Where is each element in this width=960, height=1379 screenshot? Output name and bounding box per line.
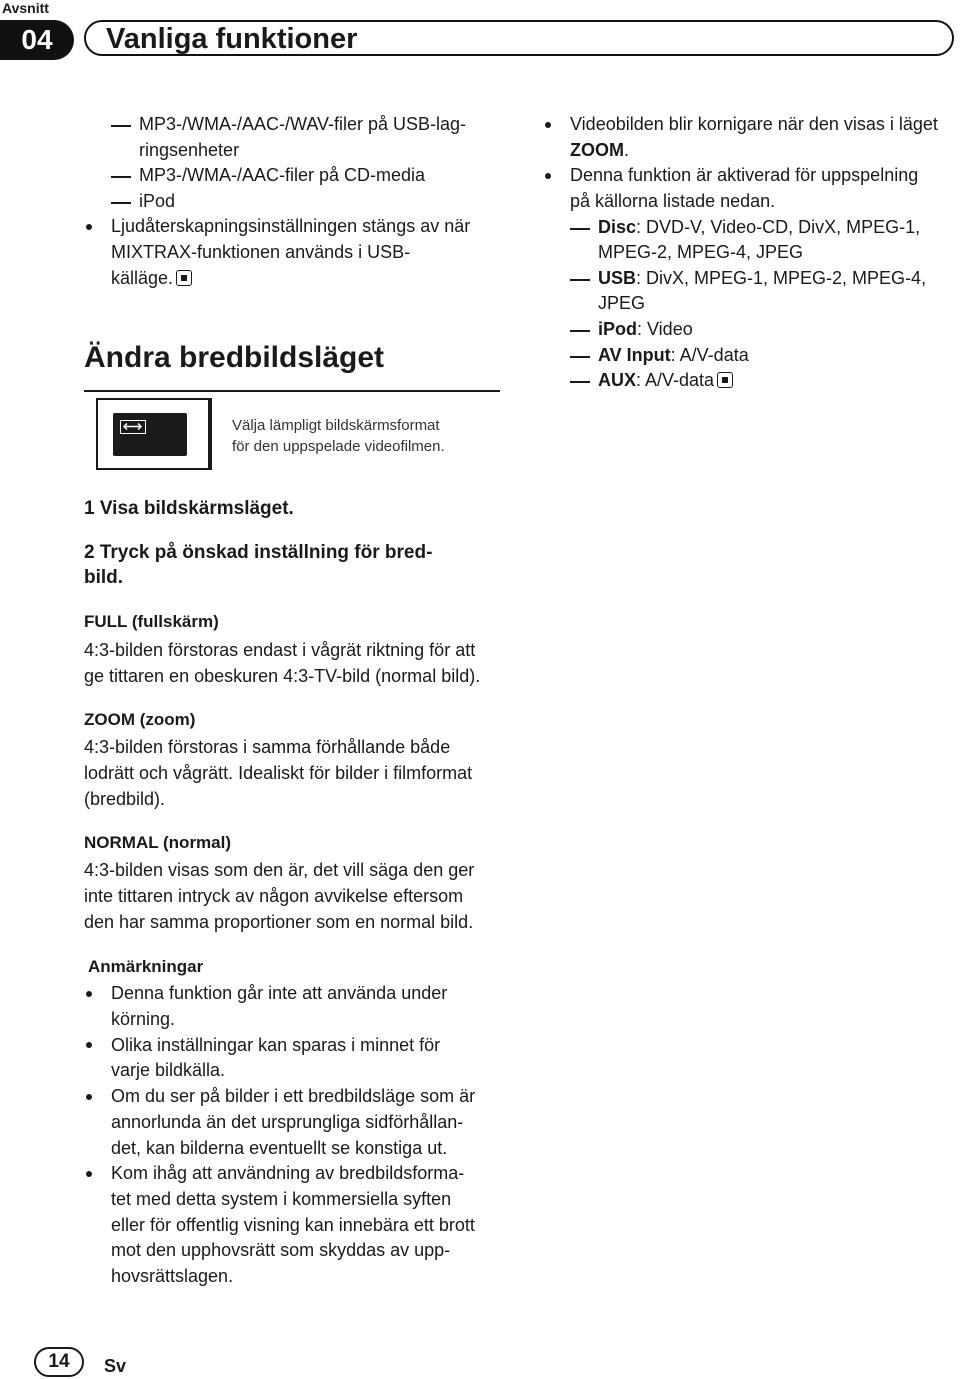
source-aux (598, 368, 733, 394)
note-text: Kom ihåg att användning av bredbildsforma- (111, 1163, 465, 1183)
mode-full-title: FULL (fullskärm) (84, 612, 219, 631)
dash-marker (111, 176, 131, 178)
dash-marker (570, 330, 590, 332)
end-mark-icon (176, 270, 192, 286)
bullet (545, 122, 551, 128)
note-text: Om du ser på bilder i ett bredbildsläge som är (111, 1086, 476, 1106)
mode-zoom-text: (bredbild). (84, 789, 166, 809)
list-item: iPod (139, 191, 176, 211)
icon-caption (232, 415, 445, 457)
source-value: : DVD-V, Video-CD, DivX, MPEG-1, (636, 217, 921, 237)
step-2-cont: bild. (84, 567, 124, 588)
right-text: på källorna listade nedan. (570, 191, 776, 211)
language-code: Sv (104, 1356, 127, 1376)
note-text: det, kan bilderna eventuellt se konstiga ut. (111, 1138, 448, 1158)
zoom-label: ZOOM (570, 140, 624, 160)
mode-full-text: 4:3-bilden förstoras endast i vågrät riktning för att (84, 640, 476, 660)
source-value: : DivX, MPEG-1, MPEG-2, MPEG-4, (636, 268, 927, 288)
aspect-arrow-icon (120, 420, 146, 434)
note-text: tet med detta system i kommersiella syften (111, 1189, 452, 1209)
page-title: Vanliga funktioner (106, 23, 358, 55)
note-text: hovsrättslagen. (111, 1266, 234, 1286)
mode-zoom-text: lodrätt och vågrätt. Idealiskt för bilder i filmformat (84, 763, 473, 783)
note-text: Olika inställningar kan sparas i minnet för (111, 1035, 441, 1055)
end-mark-icon (717, 372, 733, 388)
bullet (86, 224, 92, 230)
section-label: Avsnitt (2, 0, 49, 16)
mode-normal-text: den har samma proportioner som en normal bild. (84, 912, 474, 932)
source-label: Disc (598, 217, 637, 237)
dash-marker (570, 279, 590, 281)
mode-normal-text: inte tittaren intryck av någon avvikelse eftersom (84, 886, 464, 906)
source-value: : A/V-data (636, 370, 715, 390)
mode-full-text: ge tittaren en obeskuren 4:3-TV-bild (normal bild). (84, 666, 481, 686)
dash-marker (111, 125, 131, 127)
list-item: MP3-/WMA-/AAC-/WAV-filer på USB-lag- (139, 114, 467, 134)
bullet (86, 1042, 92, 1048)
source-label: USB (598, 268, 637, 288)
bullet (545, 173, 551, 179)
note-text: eller för offentlig visning kan innebära ett brott (111, 1215, 475, 1235)
note-text: annorlunda än det ursprungliga sidförhållan- (111, 1112, 464, 1132)
mode-normal-text: 4:3-bilden visas som den är, det vill säga den ger (84, 860, 475, 880)
bullet (86, 1171, 92, 1177)
mode-normal-title: NORMAL (normal) (84, 833, 232, 852)
list-item-text: källäge. (111, 268, 174, 288)
icon-divider (210, 398, 212, 470)
dash-marker (111, 202, 131, 204)
right-text (570, 138, 629, 164)
right-text: Videobilden blir kornigare när den visas i läget (570, 114, 938, 134)
note-text: mot den upphovsrätt som skyddas av upp- (111, 1240, 451, 1260)
note-text: varje bildkälla. (111, 1060, 226, 1080)
heading-rule (84, 390, 500, 392)
note-text: körning. (111, 1009, 176, 1029)
source-value: : Video (637, 319, 693, 339)
source-usb-cont: JPEG (598, 293, 646, 313)
note-text: Denna funktion går inte att använda under (111, 983, 448, 1003)
source-usb (598, 266, 926, 292)
step-1: 1 Visa bildskärmsläget. (84, 498, 294, 519)
dash-marker (570, 228, 590, 230)
source-value: : A/V-data (670, 345, 749, 365)
source-ipod (598, 317, 693, 343)
bullet (86, 991, 92, 997)
list-item: MIXTRAX-funktionen används i USB- (111, 242, 411, 262)
source-disc-cont: MPEG-2, MPEG-4, JPEG (598, 242, 804, 262)
zoom-label-rest: . (624, 140, 630, 160)
source-label: AV Input (598, 345, 671, 365)
list-item: ringsenheter (139, 140, 240, 160)
caption-line: för den uppspelade videofilmen. (232, 438, 445, 455)
source-av-input (598, 343, 749, 369)
source-label: AUX (598, 370, 637, 390)
right-text: Denna funktion är aktiverad för uppspelning (570, 165, 919, 185)
step-2: 2 Tryck på önskad inställning för bred- (84, 542, 433, 563)
list-item (111, 266, 192, 292)
list-item: Ljudåterskapningsinställningen stängs av när (111, 216, 471, 236)
mode-zoom-title: ZOOM (zoom) (84, 710, 196, 729)
section-heading: Ändra bredbildsläget (84, 341, 385, 374)
source-label: iPod (598, 319, 637, 339)
list-item: MP3-/WMA-/AAC-filer på CD-media (139, 165, 426, 185)
section-number: 04 (0, 20, 74, 60)
dash-marker (570, 381, 590, 383)
caption-line: Välja lämpligt bildskärmsformat (232, 417, 440, 434)
source-disc (598, 215, 920, 241)
mode-zoom-text: 4:3-bilden förstoras i samma förhållande både (84, 737, 451, 757)
bullet (86, 1094, 92, 1100)
dash-marker (570, 356, 590, 358)
page-number: 14 (34, 1347, 84, 1377)
notes-title: Anmärkningar (88, 957, 204, 976)
